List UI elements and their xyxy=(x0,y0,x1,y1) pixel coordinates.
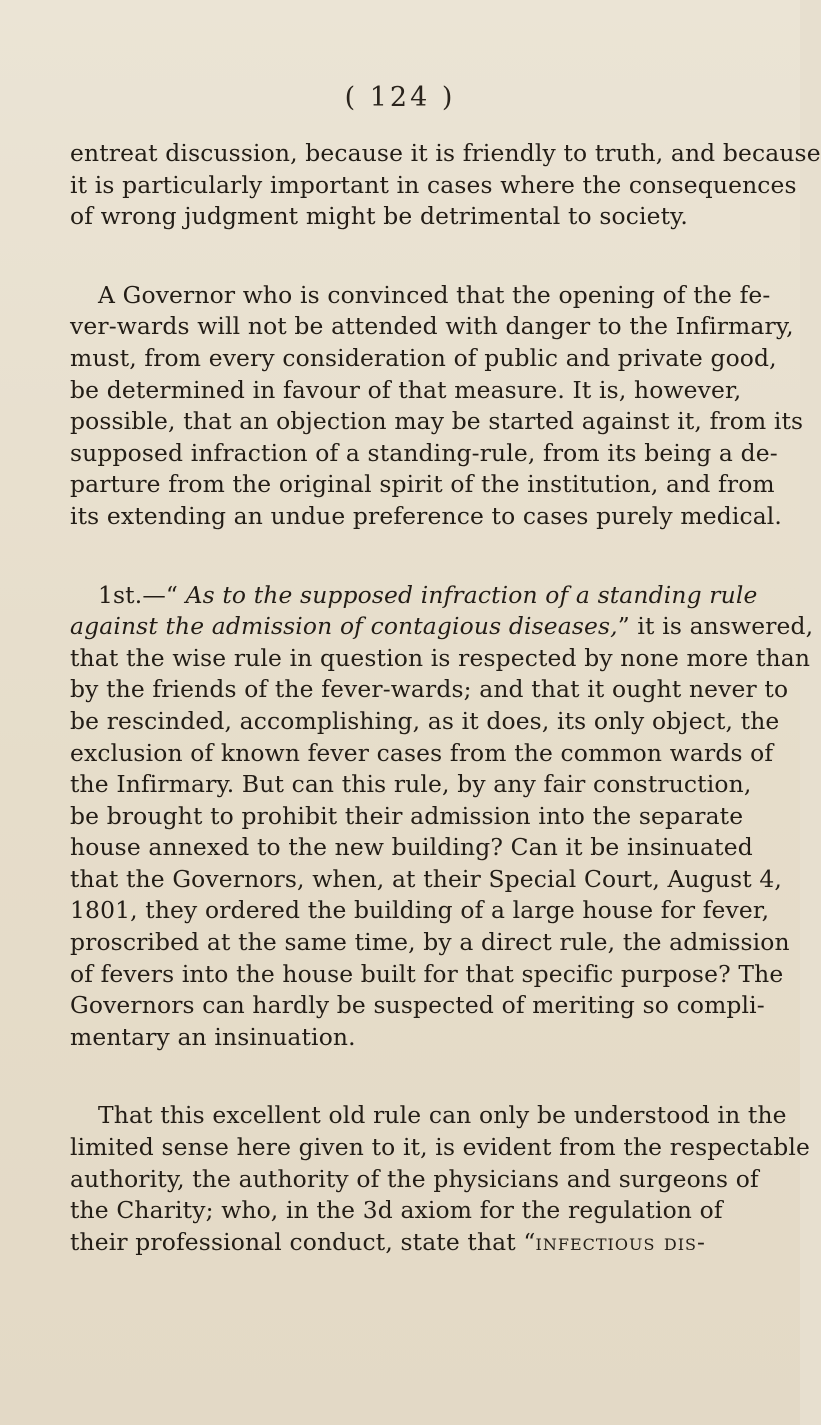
paragraph-1 xyxy=(70,138,821,233)
text-line: authority, the authority of the physicians and surgeons of xyxy=(70,1164,759,1193)
text-line xyxy=(70,1227,760,1259)
paragraph-gap xyxy=(70,233,760,280)
italic-quote: against the admission of contagious diseases, xyxy=(70,612,618,641)
paragraph-gap xyxy=(70,533,760,580)
text-line: 1801, they ordered the building of a large house for fever, xyxy=(70,896,770,925)
text-line: parture from the original spirit of the institution, and from xyxy=(70,470,775,499)
text-line: its extending an undue preference to cases purely medical. xyxy=(70,501,783,530)
text-line xyxy=(70,611,814,643)
italic-quote: As to the supposed infraction of a standing rule xyxy=(185,580,758,609)
text-line: of fevers into the house built for that specific purpose? The xyxy=(70,959,784,988)
text-line: entreat discussion, because it is friendly to truth, and because xyxy=(70,139,821,167)
text-line: of wrong judgment might be detrimental to society. xyxy=(70,202,688,231)
paragraph-gap xyxy=(70,1053,760,1100)
text-line: mentary an insinuation. xyxy=(70,1022,356,1051)
text-line: be brought to prohibit their admission into the separate xyxy=(70,801,744,830)
text-line: by the friends of the fever-wards; and that it ought never to xyxy=(70,675,789,704)
text-line: the Infirmary. But can this rule, by any fair construction, xyxy=(70,770,752,799)
paragraph-4 xyxy=(70,1100,810,1258)
text-line: it is particularly important in cases where the consequences xyxy=(70,170,797,199)
text-line: Governors can hardly be suspected of meriting so compli- xyxy=(70,991,765,1020)
text-line: possible, that an objection may be started against it, from its xyxy=(70,407,804,436)
page-number: ( 124 ) xyxy=(344,82,456,113)
text-line: limited sense here given to it, is evident from the respectable xyxy=(70,1133,810,1162)
paragraph-3 xyxy=(70,580,814,1054)
line-prefix: their professional conduct, state that “ xyxy=(70,1227,536,1256)
text-line: house annexed to the new building? Can it be insinuated xyxy=(70,833,753,862)
text-line: ver-wards will not be attended with danger to the Infirmary, xyxy=(70,312,794,341)
body-text xyxy=(70,138,821,1258)
text-line: must, from every consideration of public and private good, xyxy=(70,343,777,372)
text-line: that the wise rule in question is respected by none more than xyxy=(70,643,811,672)
text-line: proscribed at the same time, by a direct rule, the admission xyxy=(70,928,790,957)
line-prefix: 1st.—“ xyxy=(98,580,186,609)
text-line: the Charity; who, in the 3d axiom for the regulation of xyxy=(70,1196,723,1225)
smallcaps-text: infectious dis- xyxy=(535,1227,706,1256)
text-line: be determined in favour of that measure. It is, however, xyxy=(70,375,742,404)
text-line xyxy=(70,580,760,612)
text-line: That this excellent old rule can only be understood in the xyxy=(98,1101,787,1130)
line-suffix: ” it is answered, xyxy=(617,612,814,641)
text-line: exclusion of known fever cases from the common wards of xyxy=(70,738,774,767)
text-line: that the Governors, when, at their Special Court, August 4, xyxy=(70,864,783,893)
paragraph-2 xyxy=(70,280,804,533)
text-line: be rescinded, accomplishing, as it does, its only object, the xyxy=(70,706,780,735)
text-line: A Governor who is convinced that the opening of the fe- xyxy=(98,280,771,309)
text-line: supposed infraction of a standing-rule, from its being a de- xyxy=(70,438,778,467)
